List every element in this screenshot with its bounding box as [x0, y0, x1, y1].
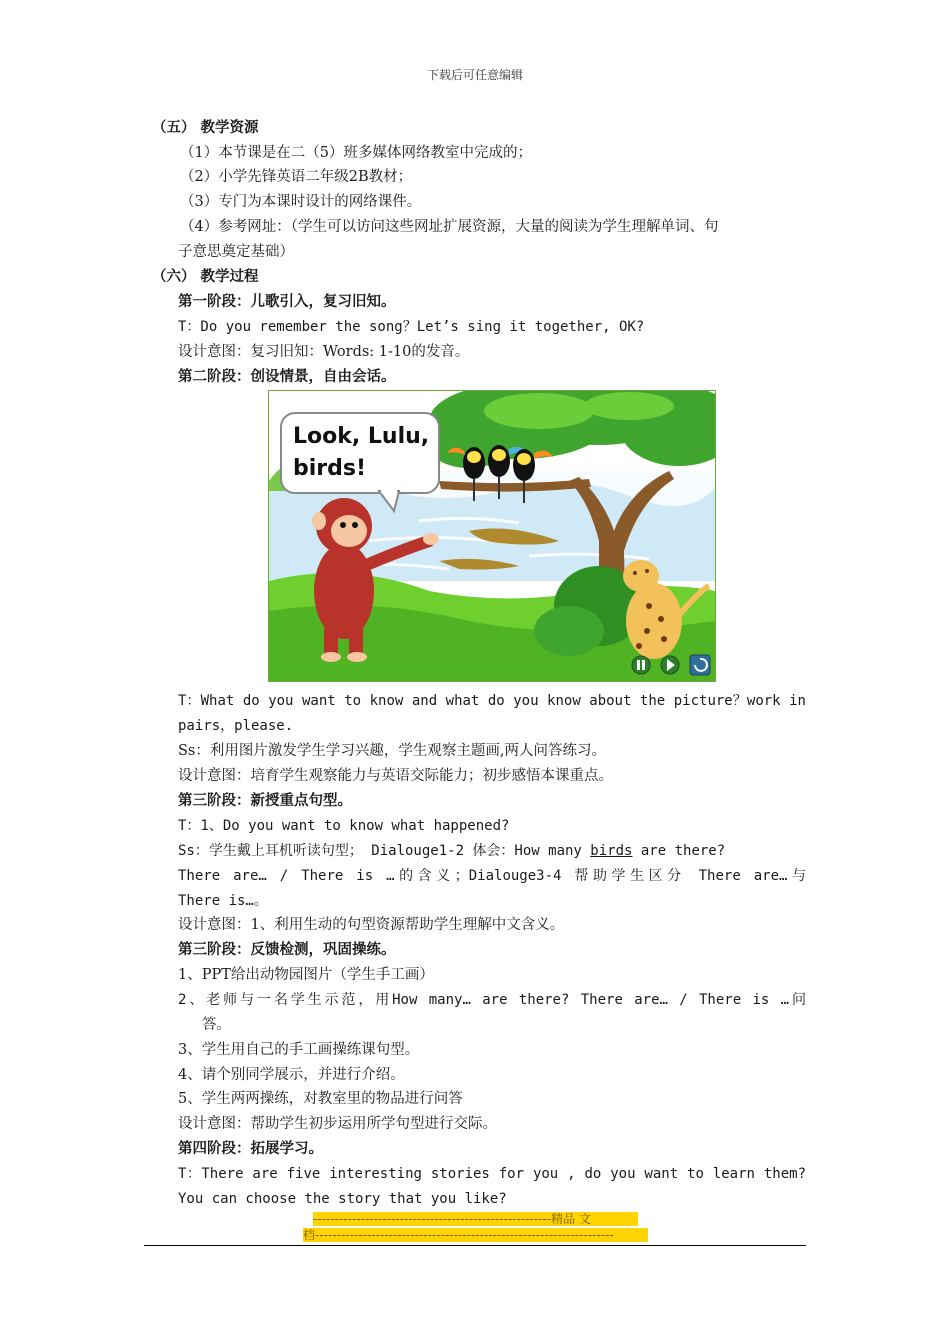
stage3b-item-1: 1、PPT给出动物园图片（学生手工画） — [178, 967, 434, 983]
stage2-intent: 设计意图：培育学生观察能力与英语交际能力；初步感悟本课重点。 — [178, 768, 613, 784]
page-header: 下载后可任意编辑 — [426, 68, 523, 82]
stage4-teacher-line1: T：There are five interesting stories for you , do you want to learn them? — [178, 1166, 806, 1182]
resource-item-4-cont: 子意思奠定基础） — [178, 244, 294, 260]
stage3b-item-2: 2、老师与一名学生示范，用How many… are there? There are… / There is …问 — [178, 992, 806, 1008]
footer-rule — [144, 1245, 806, 1246]
footer-watermark-line2: 档--------------------------------------------------------------------- — [303, 1228, 648, 1242]
section-title-resources-text: （五） 教学资源 — [152, 120, 259, 136]
stage3a-title: 第三阶段：新授重点句型。 — [178, 793, 352, 809]
stage4-title: 第四阶段：拓展学习。 — [178, 1141, 323, 1157]
pause-icon[interactable] — [632, 656, 650, 674]
underlined-word-birds: birds — [590, 843, 633, 859]
bubble-text-line2: birds! — [293, 456, 367, 481]
stage3a-students-line1 — [178, 840, 725, 862]
lesson-illustration — [268, 390, 716, 682]
stage2-teacher-line1: T：What do you want to know and what do you know about the picture？work in — [178, 693, 806, 709]
resource-item-4: （4）参考网址：（学生可以访问这些网址扩展资源，大量的阅读为学生理解单词、句 — [180, 219, 719, 235]
stage3a-intent: 设计意图：1、利用生动的句型资源帮助学生理解中文含义。 — [178, 917, 565, 933]
resource-item-3: （3）专门为本课时设计的网络课件。 — [180, 194, 422, 210]
stage3b-title: 第三阶段：反馈检测，巩固操练。 — [178, 942, 396, 958]
stage3a-students-line1-b: are there? — [632, 843, 726, 859]
play-icon[interactable] — [661, 656, 679, 674]
section-title-process: （六） 教学过程 — [152, 269, 259, 285]
stage1-title: 第一阶段：儿歌引入，复习旧知。 — [178, 294, 396, 310]
stage3a-students-line1-a: Ss：学生戴上耳机听读句型； Dialouge1-2 体会：How many — [178, 843, 591, 859]
stage1-intent: 设计意图：复习旧知：Words: 1-10的发音。 — [178, 344, 470, 360]
resource-item-2: （2）小学先锋英语二年级2B教材； — [180, 169, 413, 185]
stage2-teacher-line2: pairs，please. — [178, 718, 294, 734]
bubble-text-line1: Look, Lulu, — [293, 424, 430, 449]
replay-icon[interactable] — [690, 655, 710, 675]
resource-item-1: （1）本节课是在二（5）班多媒体网络教室中完成的； — [180, 145, 532, 161]
stage3b-item-5: 5、学生两两操练，对教室里的物品进行问答 — [178, 1091, 463, 1107]
stage3b-item-3: 3、学生用自己的手工画操练课句型。 — [178, 1042, 420, 1058]
stage2-title: 第二阶段：创设情景，自由会话。 — [178, 369, 396, 385]
footer-watermark-line1: -------------------------------------------------------精品 文 — [313, 1212, 638, 1226]
stage3b-item-2-cont: 答。 — [202, 1017, 231, 1033]
stage3a-students-line3: There is…。 — [178, 893, 268, 909]
stage4-teacher-line2: You can choose the story that you like? — [178, 1191, 507, 1207]
stage3b-item-4: 4、请个别同学展示，并进行介绍。 — [178, 1067, 405, 1083]
stage3a-teacher-line: T：1、Do you want to know what happened? — [178, 818, 510, 834]
stage3a-students-line2: There are… / There is …的含义；Dialouge3-4 帮助学生区分 There are…与 — [178, 868, 806, 884]
stage3b-intent: 设计意图：帮助学生初步运用所学句型进行交际。 — [178, 1116, 497, 1132]
stage1-teacher-line: T：Do you remember the song？Let’s sing it together, OK? — [178, 319, 645, 335]
stage2-students-line: Ss：利用图片激发学生学习兴趣，学生观察主题画,两人问答练习。 — [178, 743, 606, 759]
